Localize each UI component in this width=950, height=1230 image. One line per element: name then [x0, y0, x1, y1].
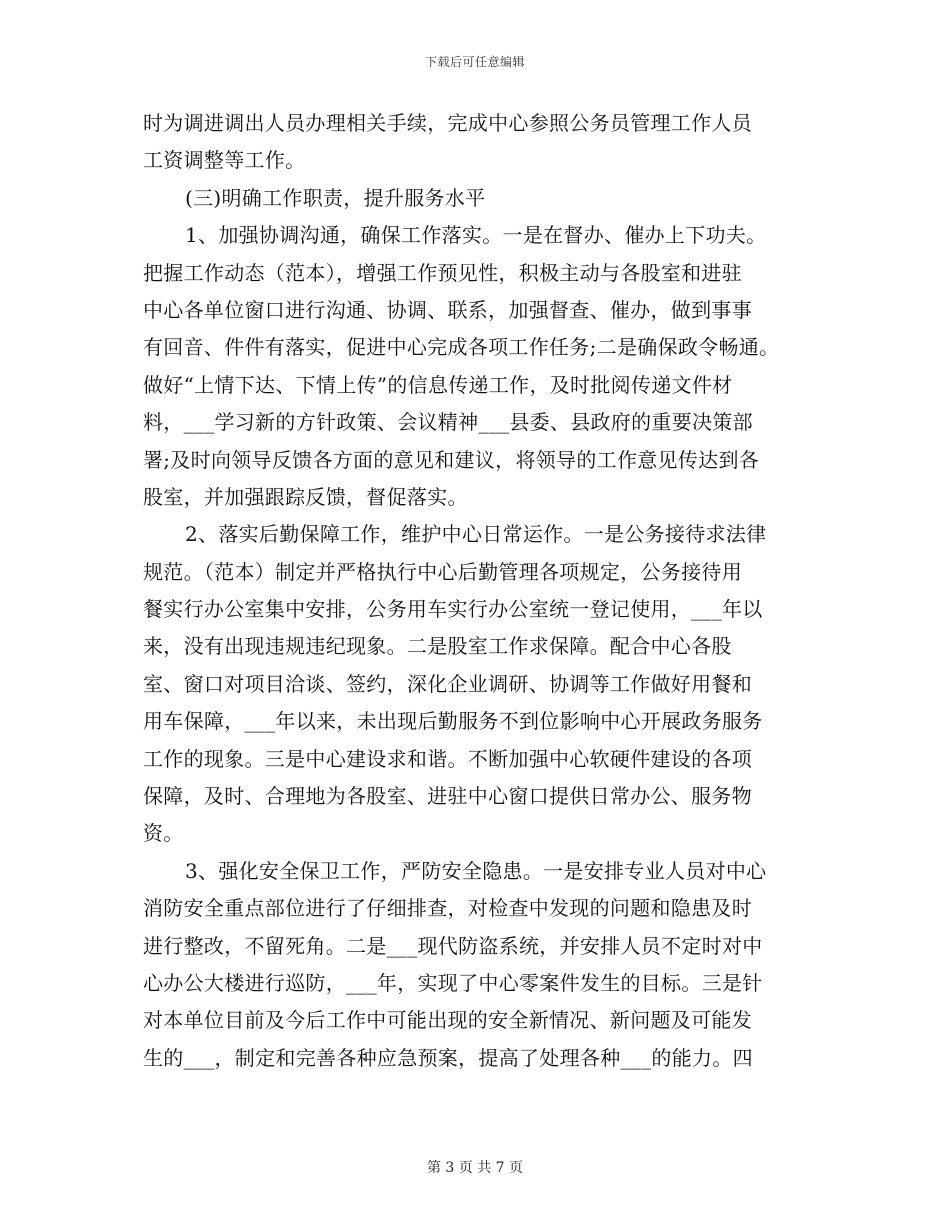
text-line: 股室，并加强跟踪反馈，督促落实。	[143, 484, 468, 509]
document-body	[143, 105, 813, 1077]
text-line: 用车保障，___年以来，未出现后勤服务不到位影响中心开展政务服务	[143, 709, 763, 734]
text-line: 进行整改，不留死角。二是___现代防盗系统，并安排人员不定时对中	[143, 933, 763, 958]
text-line: 心办公大楼进行巡防，___年，实现了中心零案件发生的目标。三是针	[143, 970, 763, 995]
text-line: 消防安全重点部位进行了仔细排查，对检查中发现的问题和隐患及时	[143, 896, 752, 921]
text-line: 资。	[143, 821, 184, 846]
text-line: 3、强化安全保卫工作，严防安全隐患。一是安排专业人员对中心	[185, 858, 767, 883]
text-line: 餐实行办公室集中安排，公务用车实行办公室统一登记使用，___年以	[143, 597, 763, 622]
text-line: 对本单位目前及今后工作中可能出现的安全新情况、新问题及可能发	[143, 1008, 752, 1033]
page-header-note: 下载后可任意编辑	[424, 55, 525, 69]
text-line: 工资调整等工作。	[143, 148, 306, 173]
page-number-footer: 第 3 页 共 7 页	[426, 1160, 524, 1176]
text-line: 1、加强协调沟通，确保工作落实。一是在督办、催办上下功夫。	[185, 223, 767, 248]
text-line: 有回音、件件有落实，促进中心完成各项工作任务;二是确保政令畅通。	[143, 335, 780, 360]
text-line: 把握工作动态（范本），增强工作预见性，积极主动与各股室和进驻	[143, 260, 742, 285]
text-line: 时为调进调出人员办理相关手续，完成中心参照公务员管理工作人员	[143, 111, 752, 135]
text-line: 来，没有出现违规违纪现象。二是股室工作求保障。配合中心各股	[143, 634, 732, 659]
text-line: 工作的现象。三是中心建设求和谐。不断加强中心软硬件建设的各项	[143, 746, 752, 771]
text-line: 室、窗口对项目洽谈、签约，深化企业调研、协调等工作做好用餐和	[143, 671, 752, 696]
text-line: 做好“上情下达、下情上传”的信息传递工作，及时批阅传递文件材	[143, 372, 733, 397]
text-line: 料，___学习新的方针政策、会议精神___县委、县政府的重要决策部	[143, 410, 753, 435]
text-line: 中心各单位窗口进行沟通、协调、联系，加强督查、催办，做到事事	[143, 297, 752, 322]
section-heading: (三)明确工作职责，提升服务水平	[185, 185, 486, 210]
text-line: 保障，及时、合理地为各股室、进驻中心窗口提供日常办公、服务物	[143, 784, 752, 809]
text-line: 规范。（范本）制定并严格执行中心后勤管理各项规定，公务接待用	[143, 559, 742, 584]
text-line: 署;及时向领导反馈各方面的意见和建议，将领导的工作意见传达到各	[143, 447, 760, 472]
text-line: 2、落实后勤保障工作，维护中心日常运作。一是公务接待求法律	[185, 522, 767, 547]
text-line: 生的___，制定和完善各种应急预案，提高了处理各种___的能力。四	[143, 1045, 753, 1070]
